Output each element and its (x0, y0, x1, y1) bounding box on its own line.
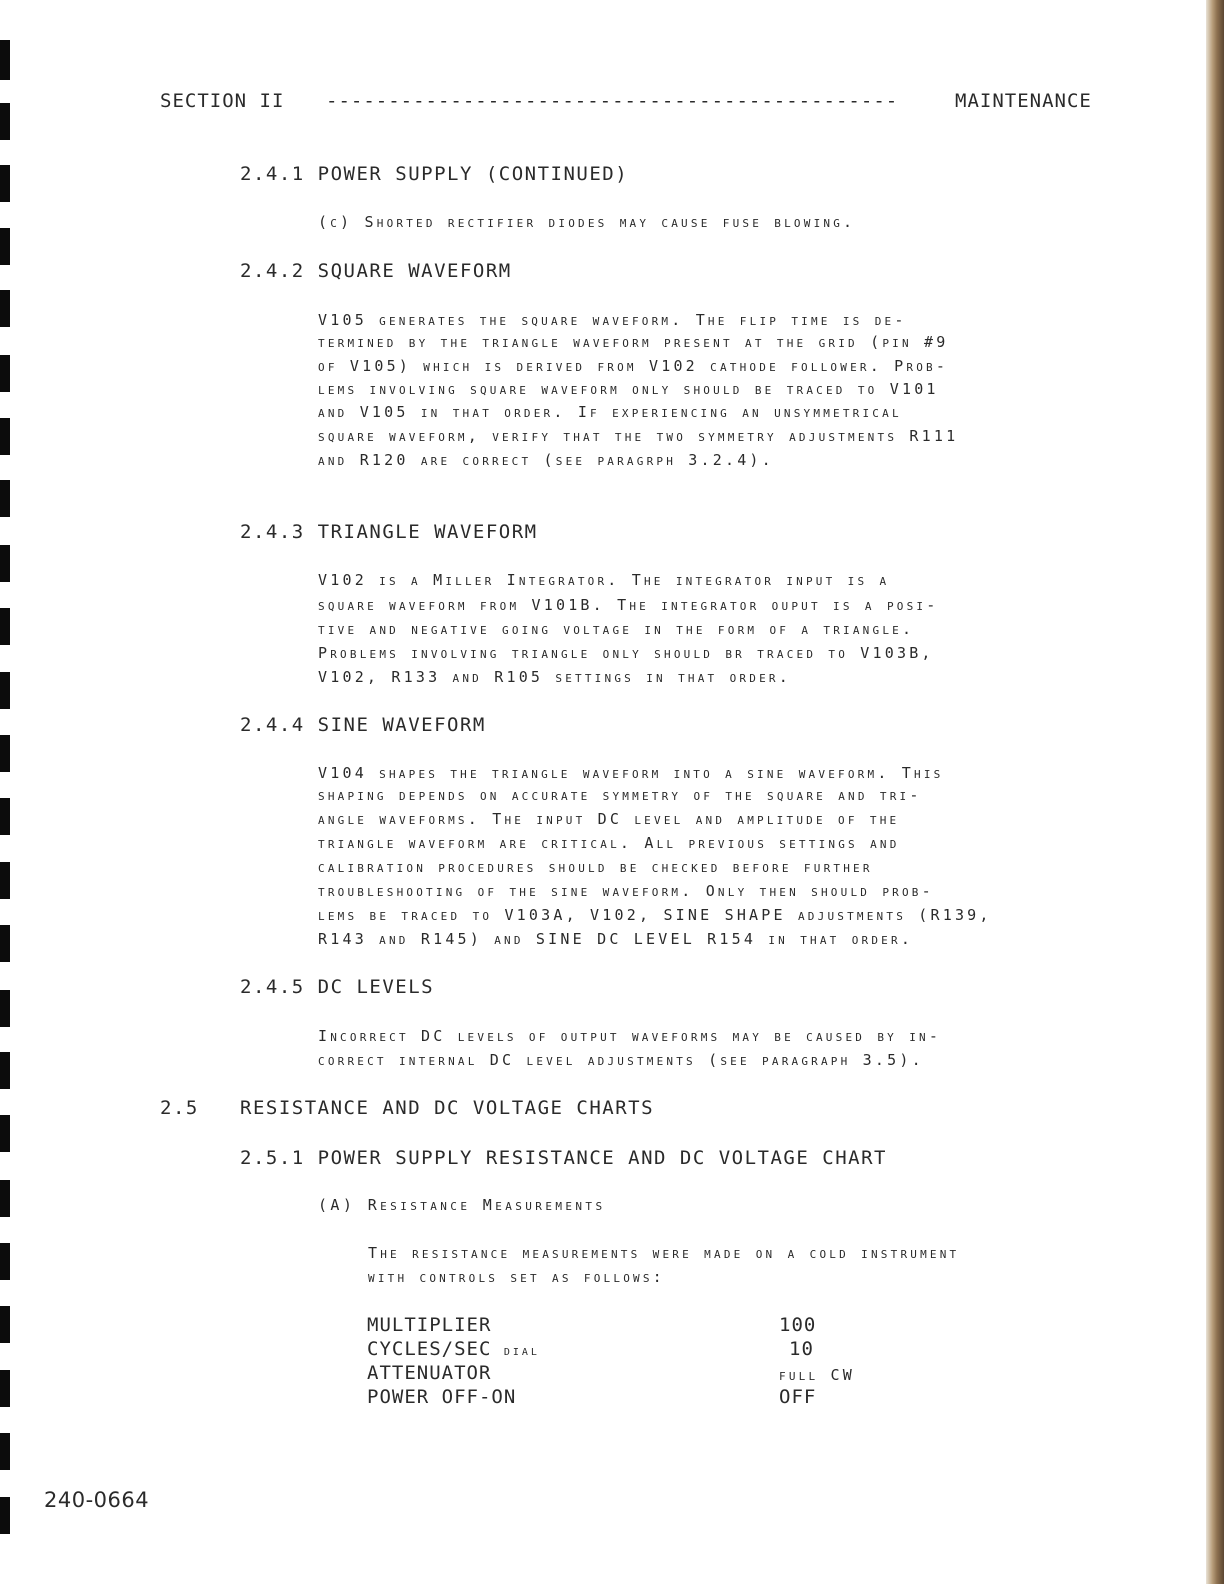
binder-hole (0, 1243, 10, 1280)
subheading-resistance-measurements: (A) Resistance Measurements (318, 1196, 606, 1214)
binder-hole (0, 990, 10, 1027)
binder-hole (0, 1306, 10, 1343)
paragraph-line: V105 generates the square waveform. The flip time is de- (318, 311, 907, 329)
paragraph-line: Incorrect DC levels of output waveforms may be caused by in- (318, 1027, 942, 1045)
section-heading-2-4-1: 2.4.1 POWER SUPPLY (CONTINUED) (240, 163, 629, 185)
binder-hole (0, 925, 10, 962)
control-name: MULTIPLIER (367, 1314, 492, 1336)
binder-hole (0, 1433, 10, 1470)
paragraph-line: angle waveforms. The input DC level and amplitude of the (318, 810, 900, 828)
binder-hole (0, 480, 10, 517)
header-title: MAINTENANCE (955, 90, 1092, 112)
binder-hole (0, 1370, 10, 1407)
control-name-main: CYCLES/SEC (367, 1338, 492, 1360)
paragraph-line: V104 shapes the triangle waveform into a sine waveform. This (318, 764, 944, 782)
control-name-suffix: dial (503, 1343, 540, 1359)
binder-hole (0, 672, 10, 709)
binder-hole (0, 40, 10, 80)
binder-hole (0, 1180, 10, 1217)
binder-hole (0, 418, 10, 455)
paragraph-line: Problems involving triangle only should br traced to V103B, (318, 644, 934, 662)
section-label: SECTION II (160, 90, 285, 112)
paragraph-line: V102 is a Miller Integrator. The integrator input is a (318, 571, 890, 589)
binder-hole (0, 228, 10, 265)
paragraph-line: square waveform, verify that the two symmetry adjustments R111 (318, 427, 959, 445)
paragraph-line: V102, R133 and R105 settings in that order. (318, 668, 791, 686)
binder-hole (0, 1115, 10, 1152)
control-value: 10 (789, 1338, 814, 1360)
section-heading-2-4-4: 2.4.4 SINE WAVEFORM (240, 714, 486, 736)
section-number-2-5: 2.5 (160, 1097, 199, 1119)
section-heading-2-5-1: 2.5.1 POWER SUPPLY RESISTANCE AND DC VOLTAGE CHART (240, 1147, 887, 1169)
section-heading-2-4-5: 2.4.5 DC LEVELS (240, 976, 435, 998)
paragraph-line: and R120 are correct (see paragrph 3.2.4). (318, 451, 774, 469)
paragraph-line: lems be traced to V103A, V102, SINE SHAPE adjustments (R139, (318, 906, 992, 924)
document-number: 240-0664 (44, 1488, 150, 1512)
section-heading-2-4-2: 2.4.2 SQUARE WAVEFORM (240, 260, 512, 282)
binder-hole (0, 735, 10, 772)
paragraph-line: of V105) which is derived from V102 cathode follower. Prob- (318, 357, 949, 375)
paragraph-line: correct internal DC level adjustments (see paragraph 3.5). (318, 1051, 924, 1069)
section-title-2-5: RESISTANCE AND DC VOLTAGE CHARTS (240, 1097, 655, 1119)
paragraph-line: square waveform from V101B. The integrator ouput is a posi- (318, 596, 939, 614)
control-name (367, 1338, 540, 1360)
paragraph-line: troubleshooting of the sine waveform. Only then should prob- (318, 882, 934, 900)
paragraph-line: with controls set as follows: (368, 1268, 665, 1286)
header-rule: ---------------------------------------------- (326, 90, 899, 112)
binder-hole (0, 1497, 10, 1534)
binder-hole (0, 798, 10, 835)
binder-hole (0, 862, 10, 899)
binder-hole (0, 545, 10, 582)
binder-hole (0, 355, 10, 392)
paragraph-line: triangle waveform are critical. All previous settings and (318, 834, 900, 852)
paragraph-line: (c) Shorted rectifier diodes may cause fuse blowing. (318, 213, 856, 231)
binder-hole (0, 1052, 10, 1089)
control-value: OFF (779, 1386, 817, 1408)
paragraph-line: termined by the triangle waveform present at the grid (pin #9 (318, 333, 949, 351)
binder-hole (0, 165, 10, 202)
paragraph-line: lems involving square waveform only should be traced to V101 (318, 380, 939, 398)
binder-hole (0, 103, 10, 140)
control-value: full CW (779, 1366, 855, 1384)
page-edge (1206, 0, 1224, 1584)
binder-hole (0, 290, 10, 327)
paragraph-line: tive and negative going voltage in the form of a triangle. (318, 620, 915, 638)
paragraph-line: The resistance measurements were made on a cold instrument (368, 1244, 960, 1262)
control-name: POWER OFF-ON (367, 1386, 517, 1408)
paragraph-line: and V105 in that order. If experiencing an unsymmetrical (318, 403, 902, 421)
paragraph-line: calibration procedures should be checked before further (318, 858, 873, 876)
section-heading-2-4-3: 2.4.3 TRIANGLE WAVEFORM (240, 521, 538, 543)
paragraph-line: R143 and R145) and SINE DC LEVEL R154 in that order. (318, 930, 914, 948)
binder-hole (0, 608, 10, 645)
control-name: ATTENUATOR (367, 1362, 492, 1384)
paragraph-line: shaping depends on accurate symmetry of the square and tri- (318, 786, 922, 804)
control-value: 100 (779, 1314, 817, 1336)
